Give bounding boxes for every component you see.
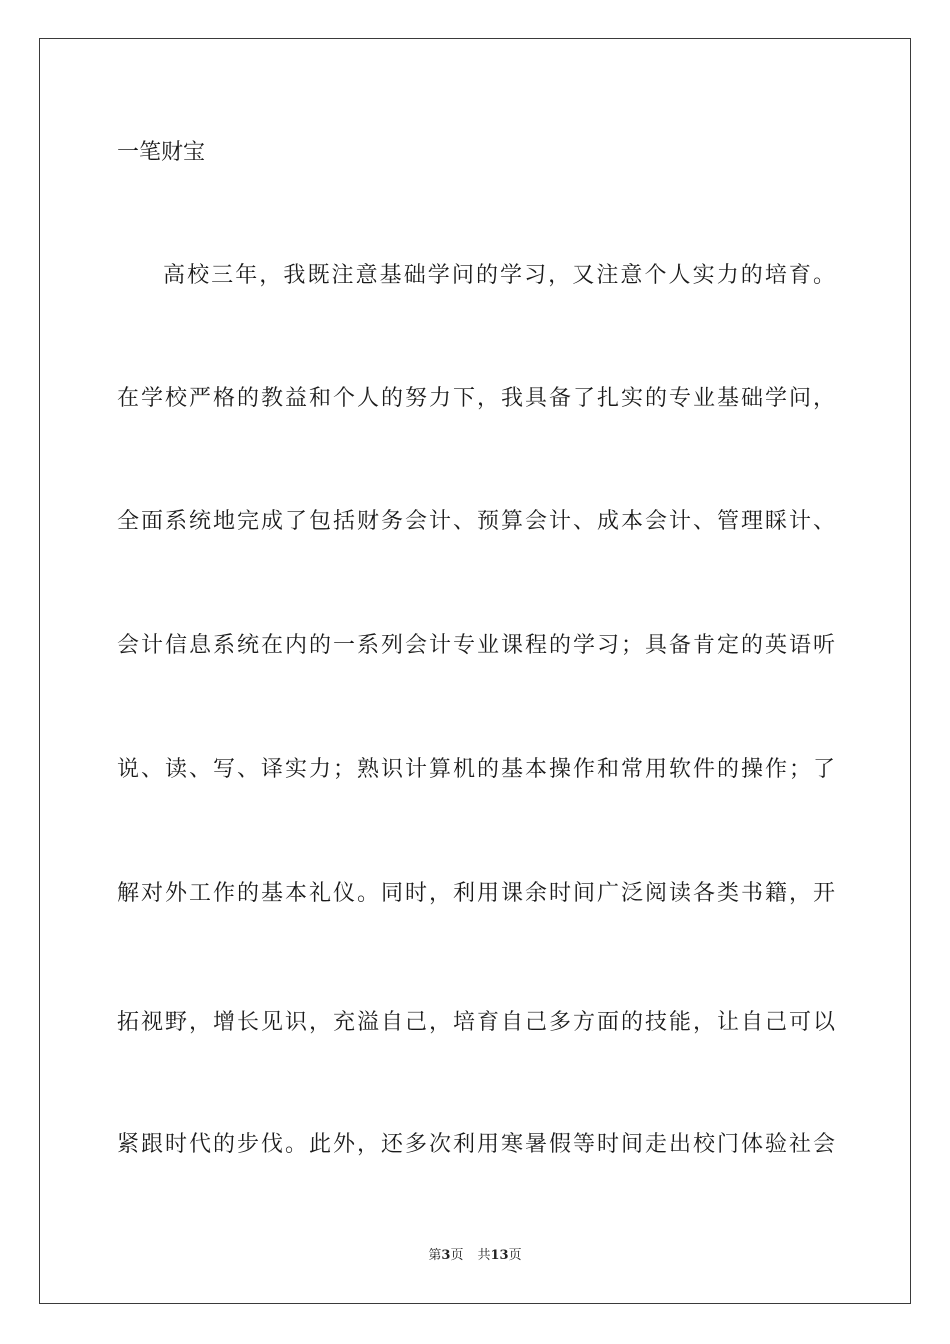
paragraph-line: 高校三年，我既注意基础学问的学习，又注意个人实力的培育。 [163,263,835,288]
total-pages: 13 [490,1248,509,1263]
page-footer [0,1248,950,1264]
paragraph-line: 紧跟时代的步伐。此外，还多次利用寒暑假等时间走出校门体验社会 [117,1132,835,1157]
paragraph-line: 说、读、写、译实力；熟识计算机的基本操作和常用软件的操作；了 [117,757,835,782]
total-suffix: 页 [508,1248,522,1263]
page-number: 3 [441,1248,451,1263]
page-prefix: 第 [428,1248,442,1263]
paragraph-line: 会计信息系统在内的一系列会计专业课程的学习；具备肯定的英语听 [117,633,835,658]
paragraph-line: 拓视野，增长见识，充溢自己，培育自己多方面的技能，让自己可以 [117,1010,835,1035]
document-heading: 一笔财宝 [117,140,206,165]
page-suffix: 页 [450,1248,464,1263]
paragraph-line: 在学校严格的教益和个人的努力下，我具备了扎实的专业基础学问， [117,386,835,411]
paragraph-line: 解对外工作的基本礼仪。同时，利用课余时间广泛阅读各类书籍，开 [117,881,835,906]
paragraph-line: 全面系统地完成了包括财务会计、预算会计、成本会计、管理睬计、 [117,509,835,534]
total-prefix: 共 [477,1248,491,1263]
page-border [39,38,911,1304]
